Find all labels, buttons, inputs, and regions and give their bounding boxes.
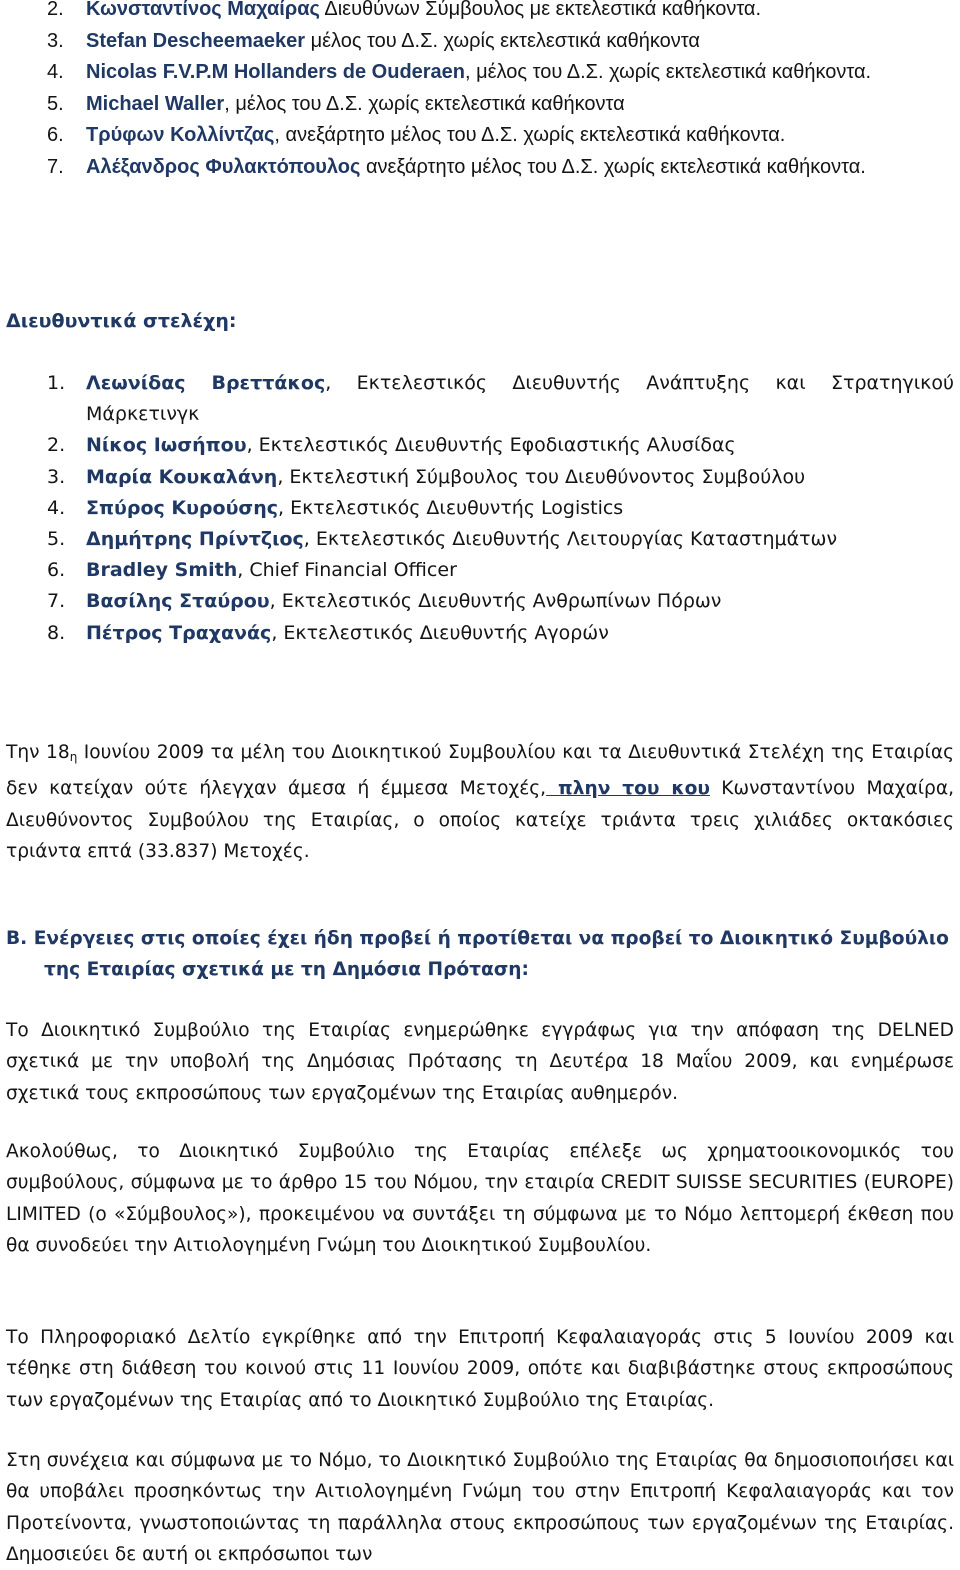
member-name: Κωνσταντίνος Μαχαίρας [86, 0, 320, 20]
executive-role: , Εκτελεστικός Διευθυντής Ανάπτυξης και Στρατηγικού Μάρκετινγκ [86, 372, 955, 426]
paragraph-text: Την 18 [6, 742, 70, 763]
executive-role: , Εκτελεστικός Διευθυντής Logistics [278, 496, 624, 519]
member-role: , ανεξάρτητο μέλος του Δ.Σ. χωρίς εκτελεστικά καθήκοντα. [274, 124, 786, 146]
executive-role: , Εκτελεστική Σύμβουλος του Διευθύνοντος Συμβούλου [277, 465, 806, 488]
member-role: Διευθύνων Σύμβουλος με εκτελεστικά καθήκοντα. [319, 0, 762, 20]
body-paragraph: Στη συνέχεια και σύμφωνα με το Νόμο, το Διοικητικό Συμβούλιο της Εταιρίας θα δημοσιοποιήσει και θα υποβάλει προσηκόντως την Αιτιολογημένη Γνώμη του στην Επιτροπή Κεφαλαιαγοράς και τον Προτείνοντα, γνωστοποιώντας τη παράλληλα στους εκπροσώπους των εργαζομένων της Εταιρίας. Δημοσιεύει δε αυτή οι εκπρόσωποι των [6, 1450, 954, 1565]
list-item [0, 26, 960, 58]
member-role: ανεξάρτητο μέλος του Δ.Σ. χωρίς εκτελεστικά καθήκοντα. [360, 155, 866, 178]
member-role: μέλος του Δ.Σ. χωρίς εκτελεστικά καθήκοντα [305, 29, 700, 52]
ordinal-suffix: η [69, 750, 78, 764]
executive-name: Bradley Smith [86, 559, 238, 582]
list-item [0, 89, 960, 121]
section-heading-line: B. Ενέργειες στις οποίες έχει ήδη προβεί ή προτίθεται να προβεί το Διοικητικό Συμβούλιο [6, 928, 949, 949]
item-number: 5. [47, 92, 64, 115]
body-paragraph: Το Πληροφοριακό Δελτίο εγκρίθηκε από την Επιτροπή Κεφαλαιαγοράς στις 5 Ιουνίου 2009 και τέθηκε στη διάθεση του κοινού στις 11 Ιουνίου 2009, οπότε και διαβιβάστηκε στους εκπροσώπους των εργαζομένων της Εταιρίας από το Διοικητικό Συμβούλιο της Εταιρίας. [6, 1327, 954, 1411]
executive-role: , Εκτελεστικός Διευθυντής Ανθρωπίνων Πόρων [269, 590, 722, 613]
executive-name: Πέτρος Τραχανάς [86, 621, 272, 644]
item-number: 7. [47, 590, 66, 613]
item-number: 7. [47, 155, 64, 178]
member-role: , μέλος του Δ.Σ. χωρίς εκτελεστικά καθήκοντα [224, 92, 625, 115]
item-number: 2. [47, 0, 64, 20]
item-number: 3. [47, 465, 66, 488]
executive-name: Λεωνίδας Βρεττάκος [86, 372, 326, 394]
member-name: Nicolas F.V.P.M Hollanders de Ouderaen [86, 61, 466, 83]
item-number: 4. [47, 61, 64, 83]
list-item [0, 430, 960, 461]
member-name: Αλέξανδρος Φυλακτόπουλος [86, 155, 361, 178]
list-item [0, 120, 960, 152]
executives-list [0, 368, 960, 649]
item-number: 8. [47, 621, 66, 644]
board-members-list [0, 0, 960, 183]
list-item [0, 555, 960, 586]
list-item [0, 0, 960, 26]
executive-name: Βασίλης Σταύρου [86, 590, 270, 613]
member-name: Τρύφων Κολλίντζας [86, 124, 275, 146]
list-item [0, 586, 960, 617]
list-item [0, 57, 960, 89]
executive-role: , Εκτελεστικός Διευθυντής Εφοδιαστικής Αλυσίδας [246, 434, 736, 457]
item-number: 6. [47, 559, 66, 582]
list-item [0, 524, 960, 555]
underlined-text: πλην του κου [546, 778, 710, 800]
list-item [0, 618, 960, 649]
body-paragraph: Το Διοικητικό Συμβούλιο της Εταιρίας ενημερώθηκε εγγράφως για την απόφαση της DELNED σχετικά με την υποβολή της Δημόσιας Πρότασης τη Δευτέρα 18 Μαΐου 2009, και ενημέρωσε σχετικά τους εκπροσώπους των εργαζομένων της Εταιρίας αυθημερόν. [6, 1020, 954, 1104]
list-item [0, 462, 960, 493]
item-number: 4. [47, 496, 66, 519]
item-number: 6. [47, 124, 64, 146]
section-heading-line: της Εταιρίας σχετικά με τη Δημόσια Πρόταση: [44, 959, 529, 981]
member-name: Stefan Descheemaeker [86, 29, 306, 52]
executive-name: Σπύρος Κυρούσης [86, 496, 278, 519]
executive-name: Νίκος Ιωσήπου [86, 434, 247, 457]
paragraph-text: Ιουνίου 2009 τα μέλη του Διοικητικού Συμβουλίου και τα Διευθυντικά Στελέχη της Εταιρίας δεν κατείχαν ούτε ήλεγχαν άμεσα ή έμμεσα Μετοχές, [6, 742, 954, 800]
item-number: 2. [47, 434, 66, 457]
member-role: , μέλος του Δ.Σ. χωρίς εκτελεστικά καθήκοντα. [465, 61, 872, 83]
paragraph-text: Κωνσταντίνου Μαχαίρα, Διευθύνοντος Συμβούλου της Εταιρίας, ο οποίος κατείχε τριάντα τρεις χιλιάδες οκτακόσιες τριάντα επτά (33.837) Μετοχές. [6, 778, 954, 862]
item-number: 5. [47, 528, 66, 551]
shareholding-paragraph [6, 737, 954, 867]
member-name: Michael Waller [86, 92, 225, 115]
item-number: 1. [47, 372, 66, 394]
list-item [0, 368, 960, 430]
executive-name: Μαρία Κουκαλάνη [86, 465, 278, 488]
executive-role: , Chief Financial Officer [237, 559, 457, 582]
executives-heading: Διευθυντικά στελέχη: [6, 310, 237, 332]
list-item [0, 493, 960, 524]
executive-role: , Εκτελεστικός Διευθυντής Αγορών [271, 621, 609, 644]
executive-role: , Εκτελεστικός Διευθυντής Λειτουργίας Καταστημάτων [303, 528, 838, 551]
body-paragraph: Ακολούθως, το Διοικητικό Συμβούλιο της Εταιρίας επέλεξε ως χρηματοοικονομικός του συμβούλους, σύμφωνα με το άρθρο 15 του Νόμου, την εταιρία CREDIT SUISSE SECURITIES (EUROPE) LIMITED (ο «Σύμβουλος»), προκειμένου να συντάξει τη σύμφωνα με το Νόμο λεπτομερή έκθεση που θα συνοδεύει την Αιτιολογημένη Γνώμη του Διοικητικού Συμβουλίου. [6, 1141, 954, 1256]
item-number: 3. [47, 29, 64, 52]
list-item [0, 152, 960, 184]
section-b-heading [6, 923, 954, 986]
executive-name: Δημήτρης Πρίντζιος [86, 528, 304, 551]
